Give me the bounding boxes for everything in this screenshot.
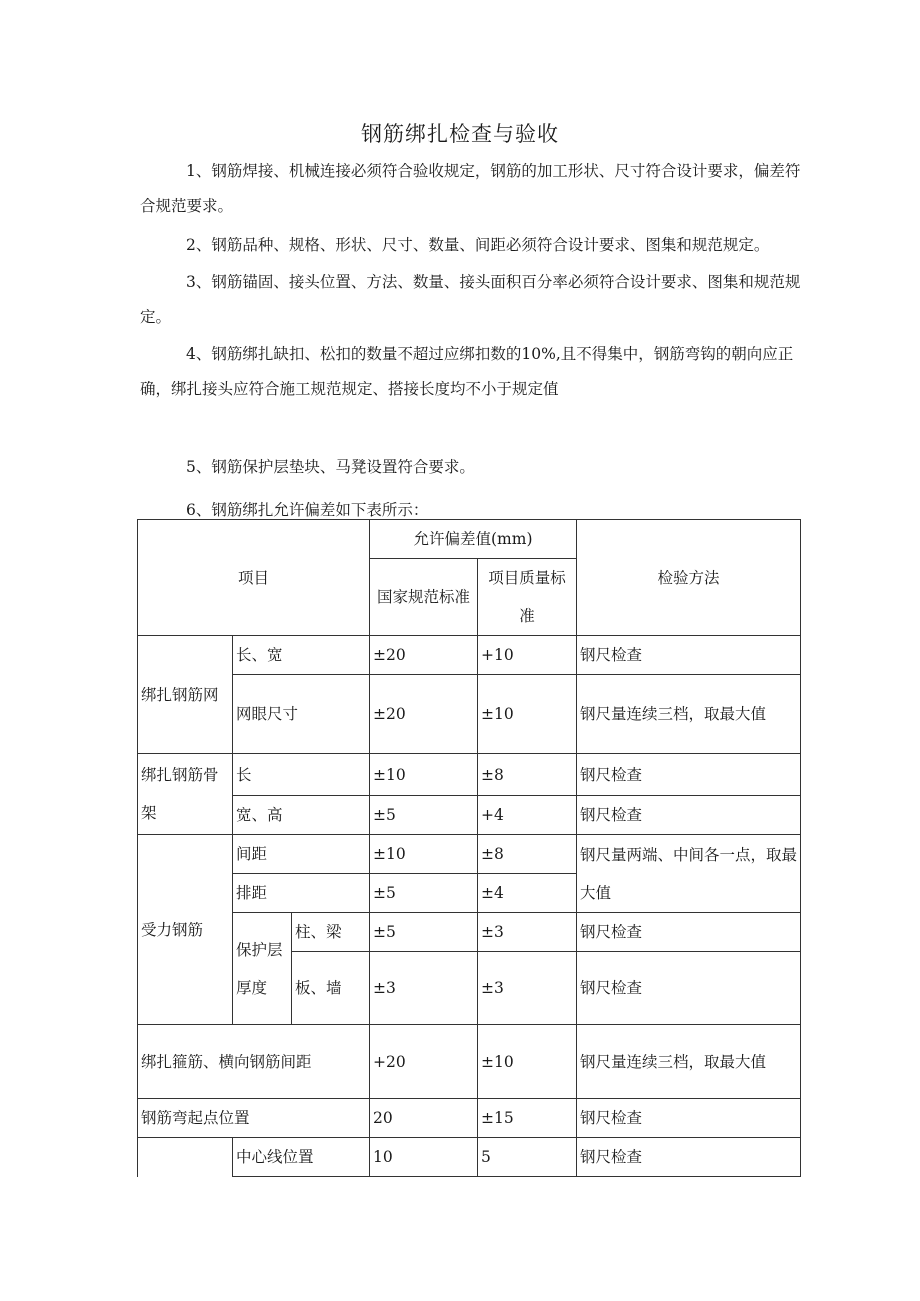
table-row [138, 636, 801, 675]
cell-method: 钢尺检查 [577, 796, 801, 835]
cell-project: ±10 [478, 675, 577, 754]
header-project-standard: 项目质量标准 [478, 559, 577, 636]
cell-method: 钢尺检查 [577, 913, 801, 952]
cell-method: 钢尺量两端、中间各一点，取最大值 [577, 835, 801, 913]
paragraph-1: 1、钢筋焊接、机械连接必须符合验收规定，钢筋的加工形状、尺寸符合设计要求，偏差符合规范要求。 [140, 162, 801, 215]
cell-national: 20 [370, 1099, 478, 1138]
group-stressed: 受力钢筋 [138, 835, 233, 1025]
cell-method: 钢尺量连续三档，取最大值 [577, 675, 801, 754]
header-allowed-deviation: 允许偏差值(mm) [370, 520, 577, 559]
table-row [138, 754, 801, 796]
cell-project: +10 [478, 636, 577, 675]
cell-method: 钢尺检查 [577, 636, 801, 675]
cell-item: 钢筋弯起点位置 [138, 1099, 370, 1138]
cell-project: ±4 [478, 874, 577, 913]
cell-item: 长 [233, 754, 370, 796]
paragraph-6: 6、钢筋绑扎允许偏差如下表所示： [186, 501, 429, 519]
paragraph-2: 2、钢筋品种、规格、形状、尺寸、数量、间距必须符合设计要求、图集和规范规定。 [186, 236, 770, 254]
table-row [138, 913, 801, 952]
cell-national: ±5 [370, 874, 478, 913]
cell-method: 钢尺检查 [577, 1138, 801, 1177]
cell-national: ±20 [370, 675, 478, 754]
cell-item: 排距 [233, 874, 370, 913]
cell-project: ±3 [478, 913, 577, 952]
cell-national: 10 [370, 1138, 478, 1177]
cell-item: 板、墙 [292, 952, 370, 1025]
cell-project: +4 [478, 796, 577, 835]
cell-item: 中心线位置 [233, 1138, 370, 1177]
cell-method: 钢尺检查 [577, 952, 801, 1025]
cell-project: ±8 [478, 835, 577, 874]
header-national-standard: 国家规范标准 [370, 559, 478, 636]
cell-item: 柱、梁 [292, 913, 370, 952]
group-frame: 绑扎钢筋骨架 [138, 754, 233, 835]
table-row [138, 1099, 801, 1138]
cell-project: 5 [478, 1138, 577, 1177]
table-row [138, 835, 801, 874]
table-row [138, 1025, 801, 1099]
cell-item: 间距 [233, 835, 370, 874]
cell-project: ±10 [478, 1025, 577, 1099]
cell-method: 钢尺量连续三档，取最大值 [577, 1025, 801, 1099]
cell-item: 绑扎箍筋、横向钢筋间距 [138, 1025, 370, 1099]
page-title: 钢筋绑扎检查与验收 [361, 122, 559, 146]
cell-national: ±10 [370, 754, 478, 796]
paragraph-4: 4、钢筋绑扎缺扣、松扣的数量不超过应绑扣数的10%,且不得集中，钢筋弯钩的朝向应正确，绑扎接头应符合施工规范规定、搭接长度均不小于规定值 [140, 345, 794, 398]
cell-method: 钢尺检查 [577, 754, 801, 796]
header-item: 项目 [138, 520, 370, 636]
table-row [138, 796, 801, 835]
paragraph-3: 3、钢筋锚固、接头位置、方法、数量、接头面积百分率必须符合设计要求、图集和规范规定。 [140, 273, 801, 326]
header-method: 检验方法 [577, 520, 801, 636]
cell-item: 宽、高 [233, 796, 370, 835]
cell-item: 网眼尺寸 [233, 675, 370, 754]
cell-national: +20 [370, 1025, 478, 1099]
tolerance-table [137, 519, 801, 1177]
cell-project: ±15 [478, 1099, 577, 1138]
group-cover-thickness: 保护层厚度 [233, 913, 292, 1025]
cell-item: 长、宽 [233, 636, 370, 675]
cell-project: ±3 [478, 952, 577, 1025]
paragraph-5: 5、钢筋保护层垫块、马凳设置符合要求。 [186, 458, 475, 476]
cell-national: ±20 [370, 636, 478, 675]
cell-project: ±8 [478, 754, 577, 796]
cell-national: ±5 [370, 913, 478, 952]
table-row [138, 1138, 801, 1177]
cell-national: ±10 [370, 835, 478, 874]
group-mesh: 绑扎钢筋网 [138, 636, 233, 754]
group-empty [138, 1138, 233, 1177]
cell-national: ±3 [370, 952, 478, 1025]
table-row [138, 675, 801, 754]
cell-national: ±5 [370, 796, 478, 835]
cell-method: 钢尺检查 [577, 1099, 801, 1138]
